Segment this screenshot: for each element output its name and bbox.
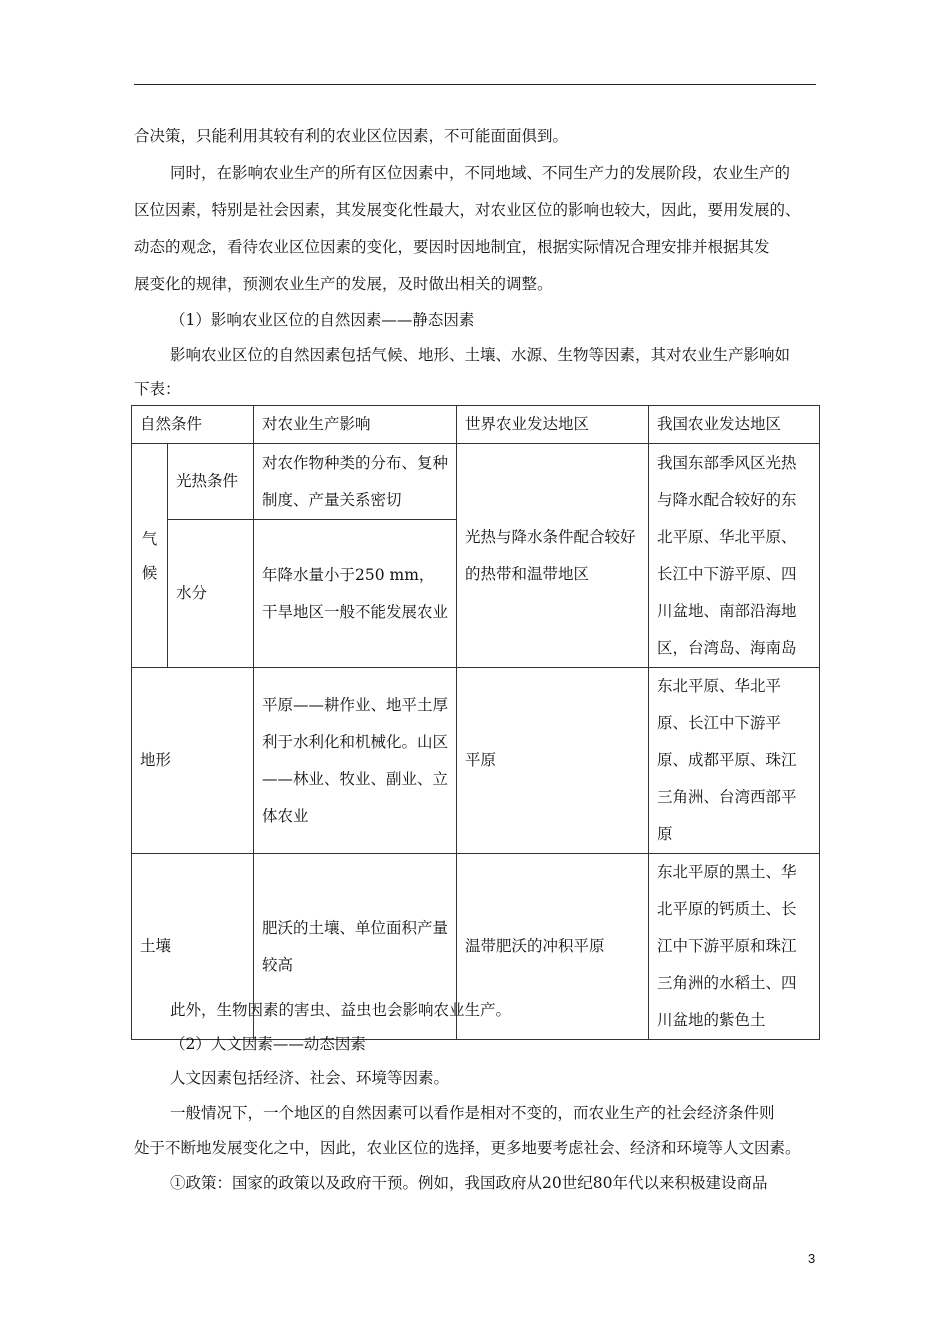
climate-label-cell: 气 候 <box>132 444 168 668</box>
paragraph-line: 同时，在影响农业生产的所有区位因素中，不同地域、不同生产力的发展阶段，农业生产的 <box>170 164 791 182</box>
paragraph-line: 展变化的规律，预测农业生产的发展，及时做出相关的调整。 <box>134 275 553 293</box>
paragraph-line: 此外，生物因素的害虫、益虫也会影响农业生产。 <box>170 1001 512 1019</box>
paragraph-line: 影响农业区位的自然因素包括气候、地形、土壤、水源、生物等因素，其对农业生产影响如 <box>170 346 791 364</box>
section-heading-human: （2）人文因素——动态因素 <box>170 1035 366 1053</box>
terrain-label-cell: 地形 <box>132 668 254 854</box>
soil-label-cell: 土壤 <box>132 854 254 1040</box>
terrain-effect-cell: 平原——耕作业、地平土厚利于水利化和机械化。山区——林业、牧业、副业、立体农业 <box>254 668 457 854</box>
soil-china-cell: 东北平原的黑土、华北平原的钙质土、长江中下游平原和珠江三角洲的水稻土、四川盆地的紫色土 <box>649 854 820 1040</box>
table-row <box>132 444 820 520</box>
table-header-cell: 自然条件 <box>132 406 254 444</box>
page-number: 3 <box>808 1251 816 1266</box>
paragraph-line: ①政策：国家的政策以及政府干预。例如，我国政府从20世纪80年代以来积极建设商品 <box>170 1174 768 1192</box>
header-rule <box>134 84 816 85</box>
paragraph-line: 合决策，只能利用其较有利的农业区位因素，不可能面面俱到。 <box>134 127 569 145</box>
paragraph-line: 下表： <box>134 380 181 398</box>
soil-effect-cell: 肥沃的土壤、单位面积产量较高 <box>254 854 457 1040</box>
light-heat-effect-cell: 对农作物种类的分布、复种制度、产量关系密切 <box>254 444 457 520</box>
light-heat-label-cell: 光热条件 <box>168 444 254 520</box>
soil-world-cell: 温带肥沃的冲积平原 <box>457 854 649 1040</box>
paragraph-line: 区位因素，特别是社会因素，其发展变化性最大，对农业区位的影响也较大，因此，要用发展的、 <box>134 201 801 219</box>
paragraph-line: 处于不断地发展变化之中，因此，农业区位的选择，更多地要考虑社会、经济和环境等人文因素。 <box>134 1139 801 1157</box>
terrain-china-cell: 东北平原、华北平原、长江中下游平原、成都平原、珠江三角洲、台湾西部平原 <box>649 668 820 854</box>
terrain-world-cell: 平原 <box>457 668 649 854</box>
table-header-cell: 对农业生产影响 <box>254 406 457 444</box>
water-label-cell: 水分 <box>168 520 254 668</box>
paragraph-line: 动态的观念，看待农业区位因素的变化，要因时因地制宜，根据实际情况合理安排并根据其发 <box>134 238 770 256</box>
table-header-cell: 我国农业发达地区 <box>649 406 820 444</box>
natural-factors-table <box>131 405 820 1040</box>
paragraph-line: 一般情况下，一个地区的自然因素可以看作是相对不变的，而农业生产的社会经济条件则 <box>170 1104 775 1122</box>
table-header-row <box>132 406 820 444</box>
table-header-cell: 世界农业发达地区 <box>457 406 649 444</box>
water-effect-cell: 年降水量小于250 mm，干旱地区一般不能发展农业 <box>254 520 457 668</box>
table-row <box>132 668 820 854</box>
paragraph-line: 人文因素包括经济、社会、环境等因素。 <box>170 1069 450 1087</box>
section-heading-natural: （1）影响农业区位的自然因素——静态因素 <box>170 311 475 329</box>
climate-china-cell: 我国东部季风区光热与降水配合较好的东北平原、华北平原、长江中下游平原、四川盆地、南部沿海地区，台湾岛、海南岛 <box>649 444 820 668</box>
climate-world-cell: 光热与降水条件配合较好的热带和温带地区 <box>457 444 649 668</box>
